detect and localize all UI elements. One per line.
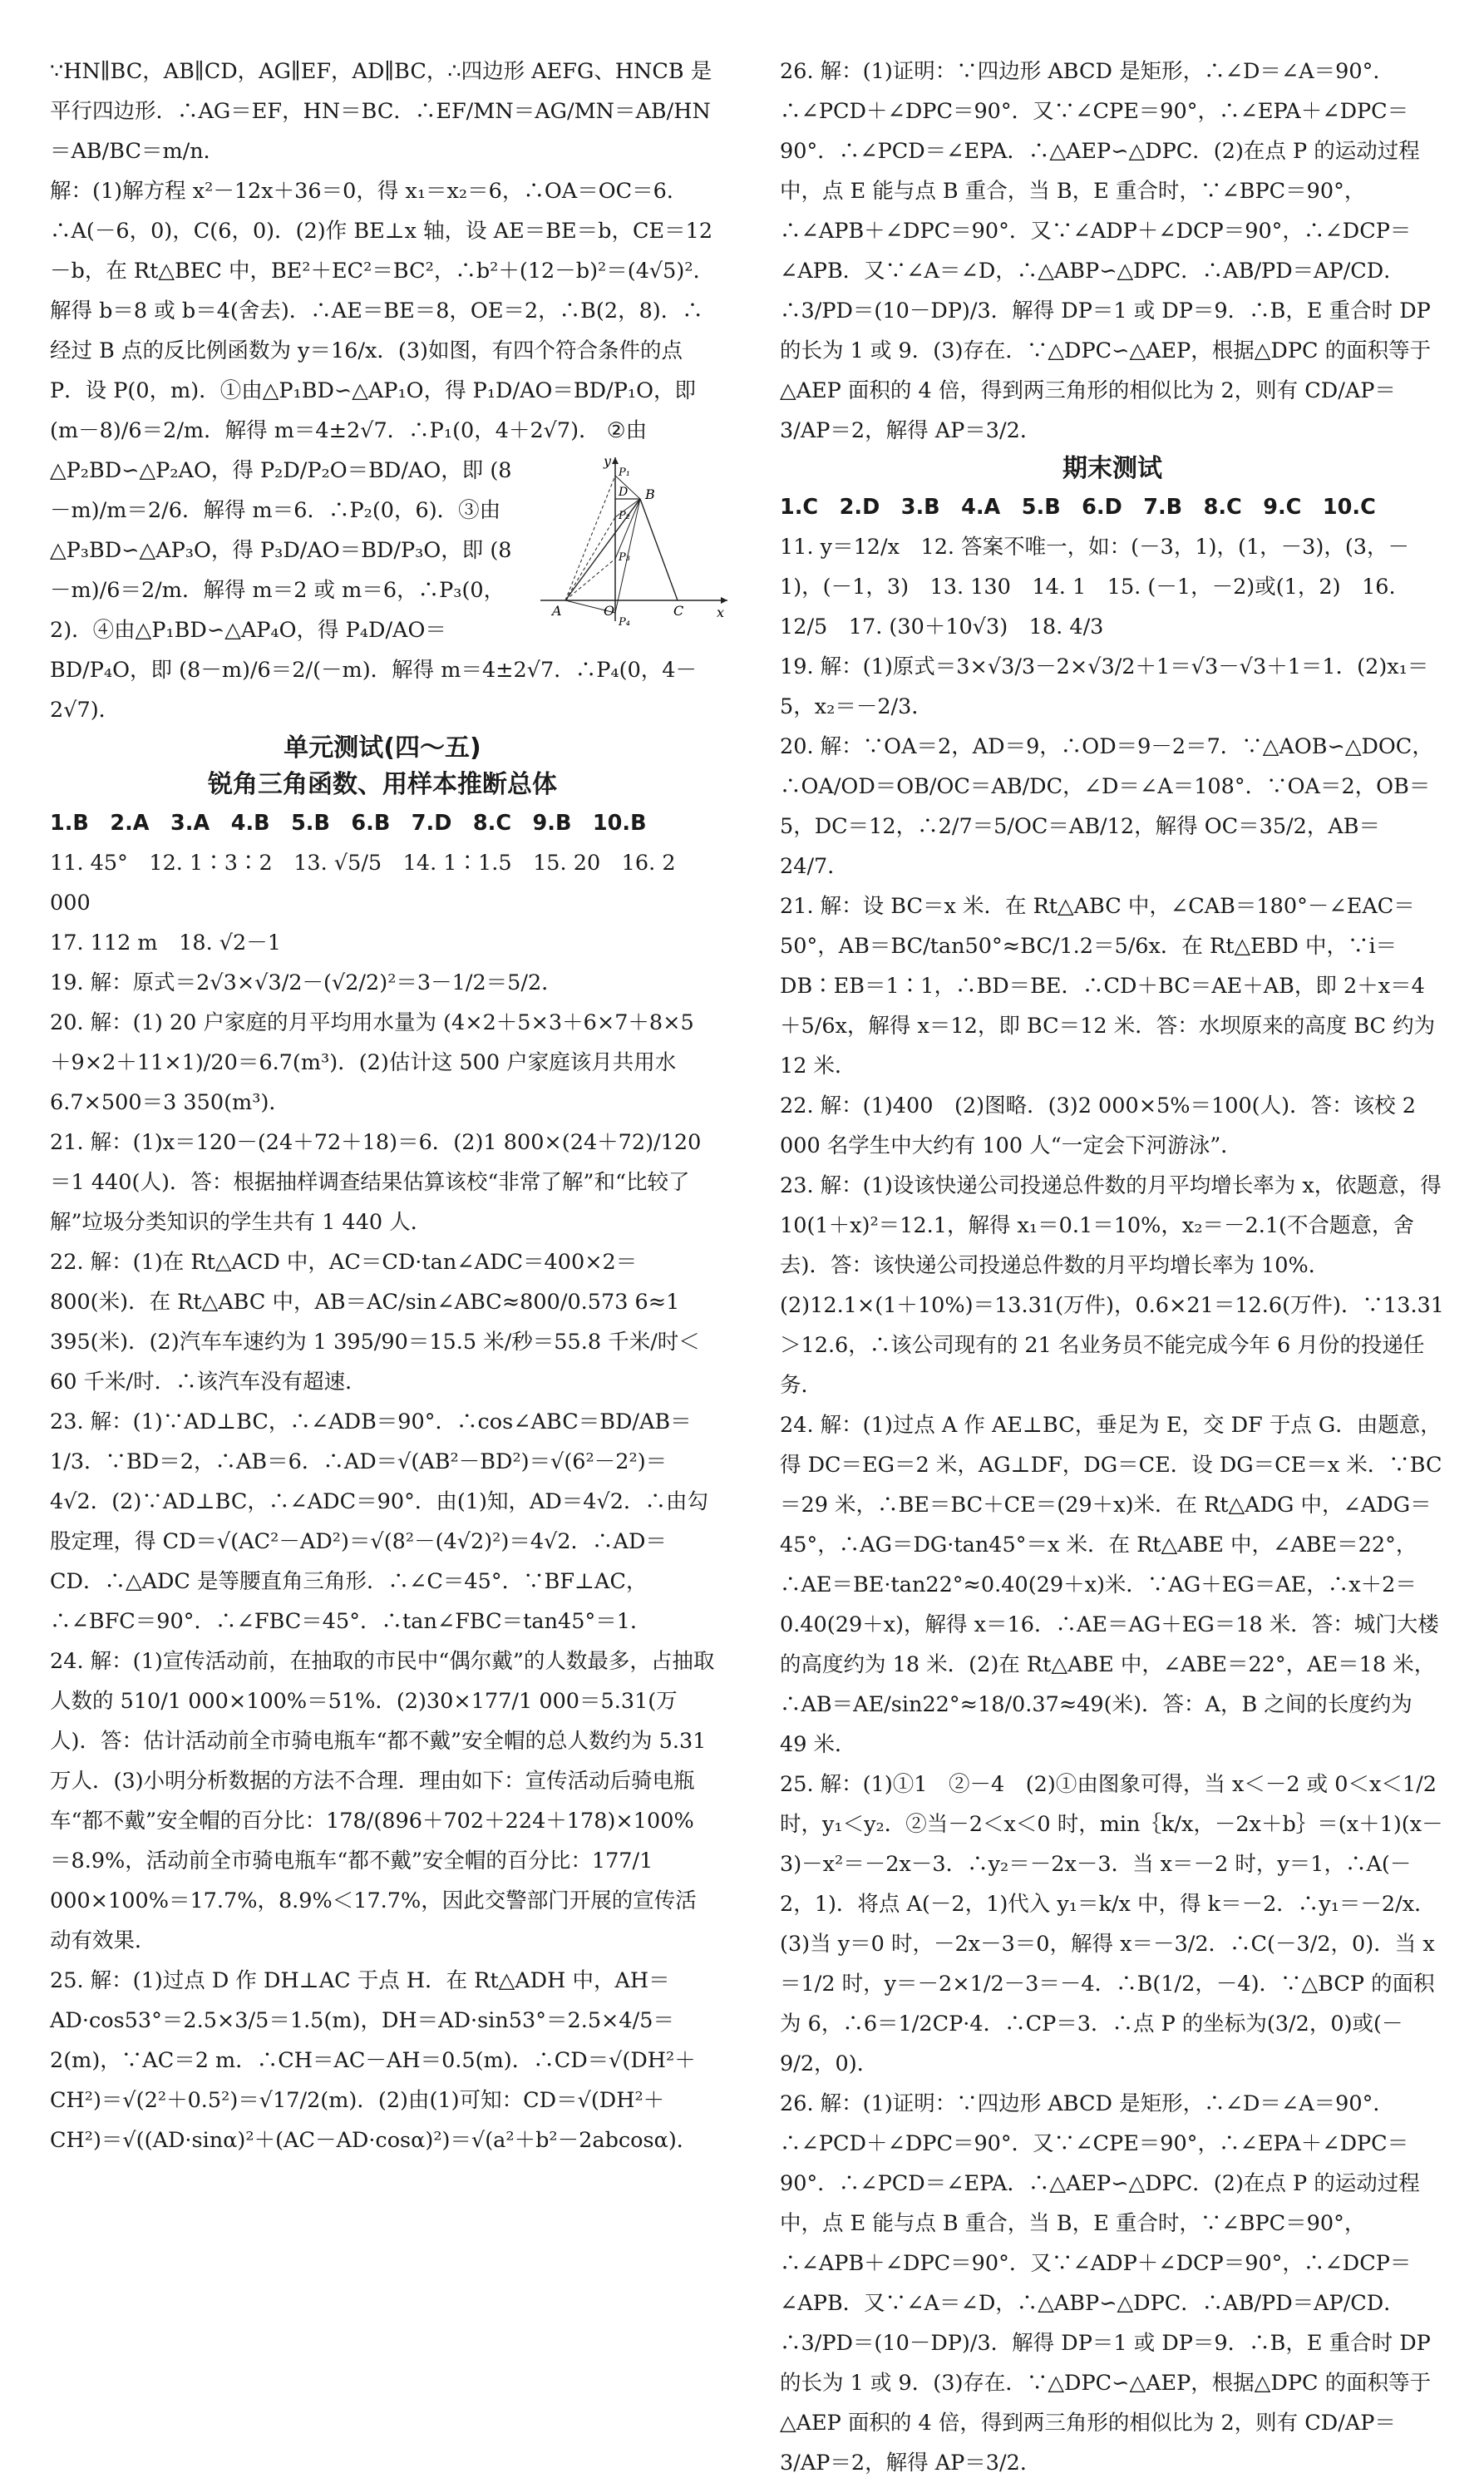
fill-answers-1: 11. 45° 12. 1∶3∶2 13. √5/5 14. 1∶1.5 15. 20 16. 2 000 — [50, 851, 676, 916]
section-subtitle-unit-test: 锐角三角函数、用样本推断总体 — [208, 770, 557, 799]
section-title-unit-test: 单元测试(四～五) — [283, 733, 481, 763]
choice-answers: 1.B 2.A 3.A 4.B 5.B 6.B 7.D 8.C 9.B 10.B — [50, 811, 647, 836]
final-choice-answers: 1.C 2.D 3.B 4.A 5.B 6.D 7.B 8.C 9.C 10.C — [780, 495, 1376, 520]
point-a-label: A — [552, 603, 562, 619]
answer-26-unit: 26. 解：(1)证明：∵四边形 ABCD 是矩形，∴∠D＝∠A＝90°．∴∠PCD＋∠DPC＝90°．又∵∠CPE＝90°，∴∠EPA＋∠DPC＝90°．∴∠PCD＝∠EPA．∴△AEP∽△DPC．(2)在点 P 的运动过程中，点 E 能与点 B 重合，当 B，E 重合时，∵∠BPC＝90°，∴∠APB＋∠DPC＝90°．又∵∠ADP＋∠DCP＝90°，∴∠DCP＝∠APB．又∵∠A＝∠D，∴△ABP∽△DPC．∴AB/PD＝AP/CD．∴3/PD＝(10－DP)/3．解得 DP＝1 或 DP＝9．∴B，E 重合时 DP 的长为 1 或 9．(3)存在．∵△DPC∽△AEP，根据△DPC 的面积等于△AEP 面积的 4 倍，得到两三角形的相似比为 2，则有 CD/AP＝3/AP＝2，解得 AP＝3/2． — [780, 59, 1432, 443]
point-c-label: C — [673, 603, 684, 619]
fill-answers-2: 17. 112 m 18. √2－1 — [50, 931, 281, 955]
final-answer-25: 25. 解：(1)①1 ②－4 (2)①由图象可得，当 x＜－2 或 0＜x＜1/2 时，y₁＜y₂．②当－2＜x＜0 时，min｛k/x，－2x＋b｝＝(x＋1)(x－3)－x²＝－2x－3．∴y₂＝－2x－3．当 x＝－2 时，y＝1，∴A(－2，1)．将点 A(－2，1)代入 y₁＝k/x 中，得 k＝－2．∴y₁＝－2/x．(3)当 y＝0 时，－2x－3＝0，解得 x＝－3/2．∴C(－3/2，0)．当 x＝1/2 时，y＝－2×1/2－3＝－4．∴B(1/2，－4)．∵△BCP 的面积为 6，∴6＝1/2CP·4．∴CP＝3．∴点 P 的坐标为(3/2，0)或(－9/2，0)． — [780, 1772, 1443, 2076]
point-p2-label: P₂ — [619, 510, 630, 522]
point-d-label: D — [619, 486, 629, 499]
point-p1-label: P₁ — [619, 466, 630, 479]
right-column — [780, 52, 1445, 2483]
final-answer-24: 24. 解：(1)过点 A 作 AE⊥BC，垂足为 E，交 DF 于点 G．由题意，得 DC＝EG＝2 米，AG⊥DF，DG＝CE．设 DG＝CE＝x 米．∵BC＝29 米，∴BE＝BC＋CE＝(29＋x)米．在 Rt△ADG 中，∠ADG＝45°，∴AG＝DG·tan45°＝x 米．在 Rt△ABE 中，∠ABE＝22°，∴AE＝BE·tan22°≈0.40(29＋x)米．∵AG＋EG＝AE，∴x＋2＝0.40(29＋x)，解得 x＝16．∴AE＝AG＋EG＝18 米．答：城门大楼的高度约为 18 米．(2)在 Rt△ABE 中，∠ABE＝22°，AE＝18 米，∴AB＝AE/sin22°≈18/0.37≈49(米)．答：A，B 之间的长度约为 49 米． — [780, 1413, 1442, 1757]
answer-24: 24. 解：(1)宣传活动前，在抽取的市民中“偶尔戴”的人数最多，占抽取人数的 510/1 000×100%＝51%．(2)30×177/1 000＝5.31(万人)．答：估计活动前全市骑电瓶车“都不戴”安全帽的总人数约为 5.31 万人．(3)小明分析数据的方法不合理．理由如下：宣传活动后骑电瓶车“都不戴”安全帽的百分比：178/(896＋702＋224＋178)×100%＝8.9%，活动前全市骑电瓶车“都不戴”安全帽的百分比：177/1 000×100%＝17.7%，8.9%＜17.7%，因此交警部门开展的宣传活动有效果． — [50, 1649, 715, 1953]
answer-26-text-b: ②由△P₂BD∽△P₂AO，得 P₂D/P₂O＝BD/AO，即 (8－m)/m＝2/6．解得 m＝6．∴P₂(0，6)．③由△P₃BD∽△AP₃O，得 P₃D/AO＝BD/P₃O，即 (8－m)/6＝2/m．解得 m＝2 或 m＝6，∴P₃(0，2)．④由△P₁BD∽△AP₄O，得 P₄D/AO＝BD/P₄O，即 (8－m)/6＝2/(－m)．解得 m＝4±2√7．∴P₄(0，4－2√7)． — [50, 418, 698, 723]
point-p4-label: P₄ — [619, 616, 630, 629]
answer-26-text-a: 解：(1)解方程 x²－12x＋36＝0，得 x₁＝x₂＝6，∴OA＝OC＝6．∴A(－6，0)，C(6，0)．(2)作 BE⊥x 轴，设 AE＝BE＝b，CE＝12－b，在 Rt△BEC 中，BE²＋EC²＝BC²，∴b²＋(12－b)²＝(4√5)²．解得 b＝8 或 b＝4(舍去)．∴AE＝BE＝8，OE＝2，∴B(2，8)．∴经过 B 点的反比例函数为 y＝16/x．(3)如图，有四个符合条件的点 P．设 P(0，m)．①由△P₁BD∽△AP₁O，得 P₁D/AO＝BD/P₁O，即 (m－8)/6＝2/m．解得 m＝4±2√7．∴P₁(0，4＋2√7)． — [50, 179, 715, 443]
final-answer-26: 26. 解：(1)证明：∵四边形 ABCD 是矩形，∴∠D＝∠A＝90°．∴∠PCD＋∠DPC＝90°．又∵∠CPE＝90°，∴∠EPA＋∠DPC＝90°．∴∠PCD＝∠EPA．∴△AEP∽△DPC．(2)在点 P 的运动过程中，点 E 能与点 B 重合，当 B，E 重合时，∵∠BPC＝90°，∴∠APB＋∠DPC＝90°．又∵∠ADP＋∠DCP＝90°，∴∠DCP＝∠APB．又∵∠A＝∠D，∴△ABP∽△DPC．∴AB/PD＝AP/CD．∴3/PD＝(10－DP)/3．解得 DP＝1 或 DP＝9．∴B，E 重合时 DP 的长为 1 或 9．(3)存在．∵△DPC∽△AEP，根据△DPC 的面积等于△AEP 面积的 4 倍，得到两三角形的相似比为 2，则有 CD/AP＝3/AP＝2，解得 AP＝3/2． — [780, 2091, 1432, 2476]
answer-25: 25. 解：(1)过点 D 作 DH⊥AC 于点 H．在 Rt△ADH 中，AH＝AD·cos53°＝2.5×3/5＝1.5(m)，DH＝AD·sin53°＝2.5×4/5＝2(m)，∵AC＝2 m．∴CH＝AC－AH＝0.5(m)．∴CD＝√(DH²＋CH²)＝√(2²＋0.5²)＝√17/2(m)．(2)由(1)可知：CD＝√(DH²＋CH²)＝√((AD·sinα)²＋(AC－AD·cosα)²)＝√(a²＋b²－2abcosα)． — [50, 1968, 698, 2153]
final-fill-answers: 11. y＝12/x 12. 答案不唯一，如：(－3，1)，(1，－3)，(3，－1)，(－1，3) 13. 130 14. 1 15. (－1，－2)或(1，2) 16. 12/5 17. (30＋10√3) 18. 4/3 — [780, 535, 1410, 639]
left-column — [50, 52, 725, 2160]
answer-23: 23. 解：(1)∵AD⊥BC，∴∠ADB＝90°．∴cos∠ABC＝BD/AB＝1/3．∵BD＝2，∴AB＝6．∴AD＝√(AB²－BD²)＝√(6²－2²)＝4√2．(2)∵AD⊥BC，∴∠ADC＝90°．由(1)知，AD＝4√2．∴由勾股定理，得 CD＝√(AC²－AD²)＝√(8²－(4√2)²)＝4√2．∴AD＝CD．∴△ADC 是等腰直角三角形．∴∠C＝45°．∵BF⊥AC，∴∠BFC＝90°．∴∠FBC＝45°．∴tan∠FBC＝tan45°＝1． — [50, 1409, 708, 1634]
final-answer-22: 22. 解：(1)400 (2)图略．(3)2 000×5%＝100(人)．答：该校 2 000 名学生中大约有 100 人“一定会下河游泳”． — [780, 1093, 1416, 1158]
answer-20: 20. 解：(1) 20 户家庭的月平均用水量为 (4×2＋5×3＋6×7＋8×5＋9×2＋11×1)/20＝6.7(m³)．(2)估计这 500 户家庭该月共用水 6.7×500＝3 350(m³)． — [50, 1010, 694, 1115]
q25-continuation: ∵HN∥BC，AB∥CD，AG∥EF，AD∥BC，∴四边形 AEFG、HNCB 是平行四边形．∴AG＝EF，HN＝BC．∴EF/MN＝AG/MN＝AB/HN＝AB/BC＝m/n． — [50, 59, 712, 164]
final-answer-20: 20. 解：∵OA＝2，AD＝9，∴OD＝9－2＝7．∵△AOB∽△DOC，∴OA/OD＝OB/OC＝AB/DC，∠D＝∠A＝108°．∵OA＝2，OB＝5，DC＝12，∴2/7＝5/OC＝AB/12，解得 OC＝35/2，AB＝24/7． — [780, 734, 1433, 879]
answer-19: 19. 解：原式＝2√3×√3/2－(√2/2)²＝3－1/2＝5/2． — [50, 970, 563, 995]
section-title-final-test: 期末测试 — [1062, 454, 1162, 483]
coordinate-diagram — [532, 451, 732, 629]
point-p3-label: P₃ — [619, 551, 630, 564]
answer-26 — [50, 171, 725, 730]
axis-x-label: x — [717, 605, 725, 620]
final-answer-23: 23. 解：(1)设该快递公司投递总件数的月平均增长率为 x，依题意，得10(1＋x)²＝12.1，解得 x₁＝0.1＝10%，x₂＝－2.1(不合题意，舍去)．答：该快递公司投递总件数的月平均增长率为 10%．(2)12.1×(1＋10%)＝13.31(万件)，0.6×21＝12.6(万件)．∵13.31＞12.6，∴该公司现有的 21 名业务员不能完成今年 6 月份的投递任务． — [780, 1173, 1445, 1398]
point-o-label: O — [604, 603, 615, 619]
point-b-label: B — [645, 486, 655, 502]
answer-21: 21. 解：(1)x＝120－(24＋72＋18)＝6．(2)1 800×(24＋72)/120＝1 440(人)．答：根据抽样调查结果估算该校“非常了解”和“比较了解”垃圾分类知识的学生共有 1 440 人． — [50, 1130, 702, 1235]
final-answer-19: 19. 解：(1)原式＝3×√3/3－2×√3/2＋1＝√3－√3＋1＝1．(2)x₁＝5，x₂＝－2/3． — [780, 654, 1429, 719]
answer-22: 22. 解：(1)在 Rt△ACD 中，AC＝CD·tan∠ADC＝400×2＝800(米)．在 Rt△ABC 中，AB＝AC/sin∠ABC≈800/0.573 6≈1 395(米)．(2)汽车车速约为 1 395/90＝15.5 米/秒＝55.8 千米/时＜60 千米/时．∴该汽车没有超速． — [50, 1250, 700, 1395]
final-answer-21: 21. 解：设 BC＝x 米．在 Rt△ABC 中，∠CAB＝180°－∠EAC＝50°，AB＝BC/tan50°≈BC/1.2＝5/6x．在 Rt△EBD 中，∵i＝DB∶EB＝1∶1，∴BD＝BE．∴CD＋BC＝AE＋AB，即 2＋x＝4＋5/6x，解得 x＝12，即 BC＝12 米．答：水坝原来的高度 BC 约为 12 米． — [780, 894, 1436, 1079]
axis-y-label: y — [604, 453, 612, 469]
